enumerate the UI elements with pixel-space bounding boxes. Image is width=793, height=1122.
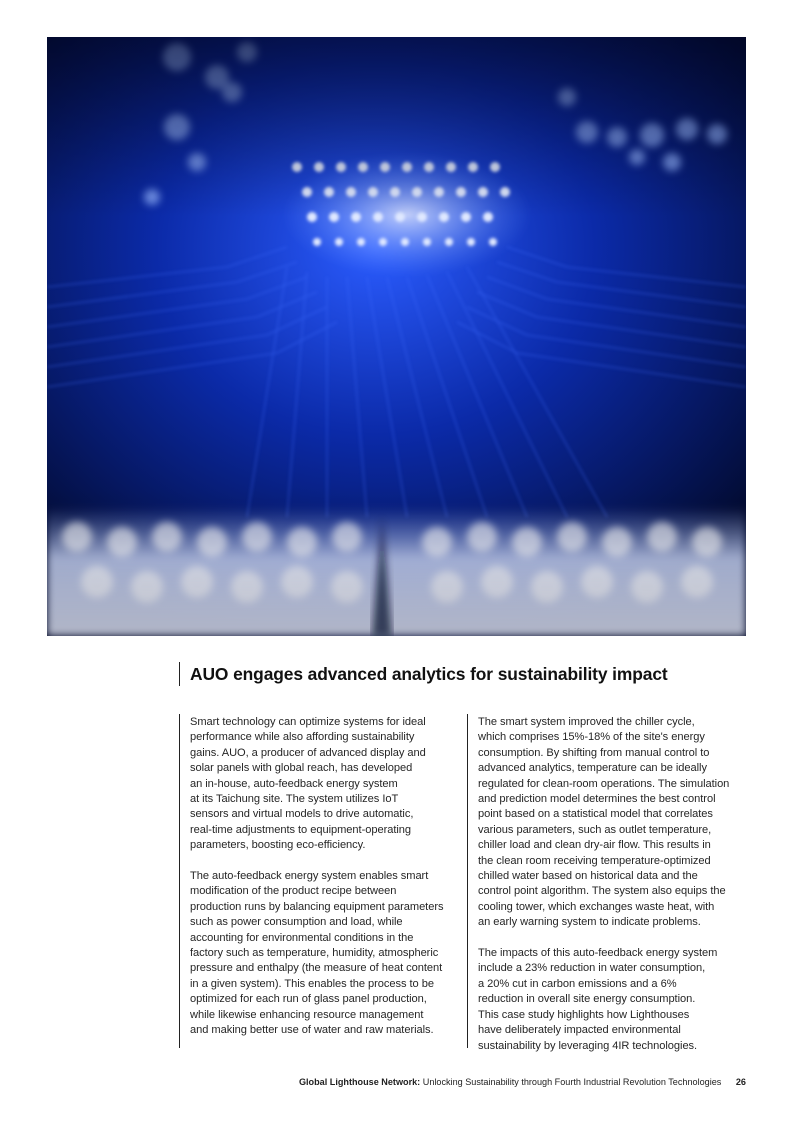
text-line: at its Taichung site. The system utilizes IoT bbox=[190, 793, 399, 806]
title-rule bbox=[179, 662, 180, 686]
text-line: accounting for environmental conditions in the bbox=[190, 931, 414, 944]
text-line: real-time adjustments to equipment-operating bbox=[190, 823, 412, 836]
text-line: advanced analytics, temperature can be ideally bbox=[478, 762, 707, 775]
article-title: AUO engages advanced analytics for sustainability impact bbox=[190, 664, 668, 684]
text-line: and making better use of water and raw materials. bbox=[190, 1024, 434, 1037]
text-line: consumption. By shifting from manual control to bbox=[478, 746, 710, 759]
text-line: in a given system). This enables the process to be bbox=[190, 977, 434, 990]
text-line: such as power consumption and load, while bbox=[190, 916, 403, 929]
paragraph bbox=[190, 715, 462, 854]
text-line: have deliberately impacted environmental bbox=[478, 1024, 681, 1037]
text-line: The impacts of this auto-feedback energy system bbox=[478, 947, 718, 960]
text-line: and prediction model determines the best control bbox=[478, 793, 716, 806]
paragraph bbox=[478, 946, 740, 1054]
text-line: optimized for each run of glass panel production, bbox=[190, 993, 427, 1006]
center-column-rule bbox=[467, 714, 468, 1048]
text-line: an in-house, auto-feedback energy system bbox=[190, 777, 398, 790]
text-line: include a 23% reduction in water consumption, bbox=[478, 962, 706, 975]
text-line: This case study highlights how Lighthouses bbox=[478, 1008, 690, 1021]
text-line: point based on a statistical model that correlates bbox=[478, 808, 713, 821]
text-line: the clean room receiving temperature-optimized bbox=[478, 854, 711, 867]
paragraph bbox=[190, 869, 462, 1038]
text-line: sensors and virtual models to drive automatic, bbox=[190, 808, 414, 821]
text-line: performance while also affording sustainability bbox=[190, 731, 415, 744]
right-column bbox=[478, 715, 740, 1069]
text-line: cooling tower, which exchanges waste heat, with bbox=[478, 900, 715, 913]
text-line: an early warning system to indicate problems. bbox=[478, 916, 701, 929]
text-line: solar panels with global reach, has developed bbox=[190, 762, 413, 775]
text-line: regulated for clean-room operations. The simulation bbox=[478, 777, 730, 790]
text-line: The auto-feedback energy system enables smart bbox=[190, 870, 429, 883]
text-line: while likewise enhancing resource management bbox=[190, 1008, 424, 1021]
page-number: 26 bbox=[735, 1077, 746, 1087]
left-column-rule bbox=[179, 714, 180, 1048]
hero-image bbox=[47, 37, 746, 636]
paragraph bbox=[478, 715, 740, 931]
page-footer bbox=[299, 1077, 746, 1087]
text-line: parameters, boosting eco-efficiency. bbox=[190, 839, 366, 852]
text-line: The smart system improved the chiller cycle, bbox=[478, 716, 695, 728]
text-line: Smart technology can optimize systems for ideal bbox=[190, 716, 426, 728]
text-line: various parameters, such as outlet temperature, bbox=[478, 823, 712, 836]
text-line: modification of the product recipe between bbox=[190, 885, 397, 898]
text-line: reduction in overall site energy consumption. bbox=[478, 993, 696, 1006]
left-column bbox=[190, 715, 462, 1054]
text-line: factory such as temperature, humidity, atmospheric bbox=[190, 947, 439, 960]
text-line: gains. AUO, a producer of advanced display and bbox=[190, 746, 426, 759]
text-line: chilled water based on historical data and the bbox=[478, 870, 698, 883]
footer-publisher: Global Lighthouse Network: bbox=[298, 1077, 421, 1087]
text-line: control point algorithm. The system also equips the bbox=[478, 885, 726, 898]
text-line: a 20% cut in carbon emissions and a 6% bbox=[478, 977, 677, 990]
text-line: production runs by balancing equipment parameters bbox=[190, 900, 444, 913]
footer-report-title: Unlocking Sustainability through Fourth Industrial Revolution Technologies bbox=[422, 1077, 722, 1087]
text-line: which comprises 15%-18% of the site's energy bbox=[478, 731, 705, 744]
text-line: chiller load and clean dry-air flow. This results in bbox=[478, 839, 711, 852]
text-line: sustainability by leveraging 4IR technologies. bbox=[478, 1039, 698, 1052]
text-line: pressure and enthalpy (the measure of heat content bbox=[190, 962, 443, 975]
